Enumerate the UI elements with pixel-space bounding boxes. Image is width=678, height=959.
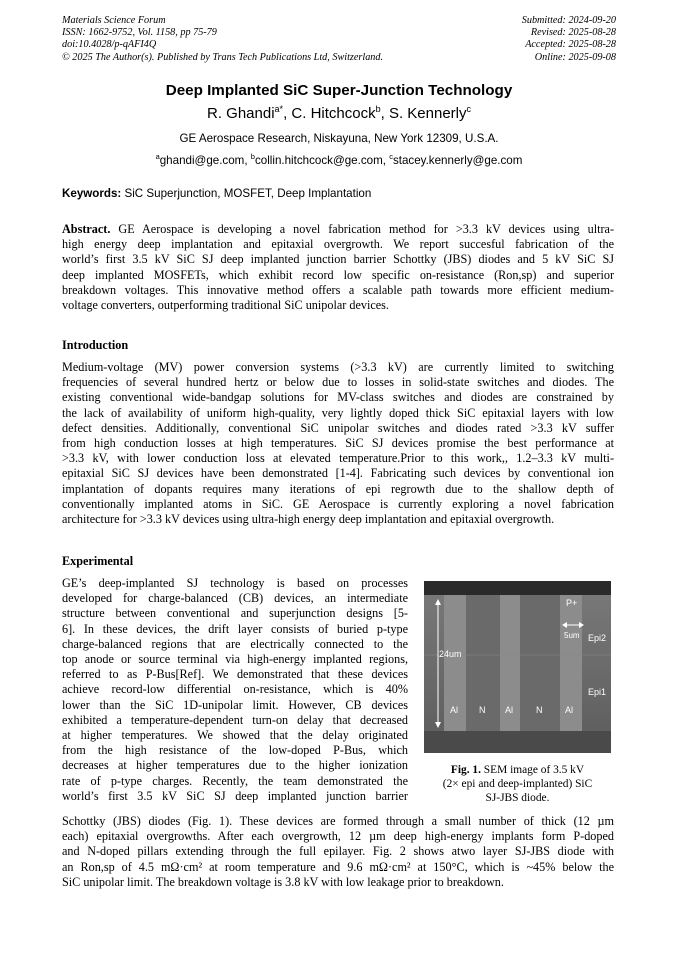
journal-name: Materials Science Forum: [62, 15, 166, 26]
email-2[interactable]: collin.hitchcock@ge.com: [254, 153, 383, 167]
label-pillar-n: N: [479, 705, 486, 715]
sem-image-graphic: [424, 581, 611, 753]
author-1: R. Ghandi: [207, 105, 275, 122]
paragraph-line: referred to as P-Bus[Ref]. We demonstrated that these devices: [62, 667, 408, 682]
affiliation: GE Aerospace Research, Niskayuna, New York 12309, U.S.A.: [179, 132, 499, 145]
email-1-mark: a: [155, 152, 160, 161]
revised-date: Revised: 2025-08-28: [530, 27, 616, 39]
submitted-date: Submitted: 2024-09-20: [521, 15, 616, 26]
paragraph-line: at higher temperatures. We showed that the delay originated: [62, 728, 408, 743]
paragraph-line: frequencies of several hundred hertz or below due to losses in solid-state switches and diodes. The: [62, 375, 614, 390]
copyright: © 2025 The Author(s). Published by Trans Tech Publications Ltd, Switzerland.: [62, 51, 384, 63]
paragraph-line: structure between conventional and superjunction designs [5-: [62, 606, 408, 621]
keywords: [62, 187, 371, 200]
doi: doi:10.4028/p-qAFI4Q: [62, 39, 157, 51]
label-pillar-n: N: [536, 705, 543, 715]
email-3-mark: c: [389, 152, 393, 161]
paragraph-line: each) epitaxial overgrowths. After each overgrowth, 12 µm deep high-energy implants form P-doped: [62, 829, 614, 844]
label-epi2: Epi2: [588, 633, 607, 643]
paragraph-line: charge-balanced regions that are electrically connected to the: [62, 636, 408, 651]
author-1-affil-mark: a*: [274, 104, 284, 114]
email-3[interactable]: stacey.kennerly@ge.com: [392, 153, 523, 167]
issn: ISSN: 1662-9752, Vol. 1158, pp 75-79: [62, 27, 217, 39]
paragraph-line: conventionally implanted atoms in SiC. GE Aerospace is currently exploring a novel fabrication: [62, 496, 614, 511]
label-depth: 24um: [439, 649, 462, 659]
paragraph-line: decreases at higher temperatures due to the higher ionization: [62, 758, 408, 773]
paragraph-line: >3.3 kV, with lower conduction loss at elevated temperature.Prior to this work,, 1.2–3.3 kV multi-: [62, 451, 614, 466]
paper-title: Deep Implanted SiC Super-Junction Technology: [165, 82, 513, 99]
email-separator: ,: [244, 153, 251, 167]
paragraph-line: exhibited a temperature-dependent turn-on delay that decreased: [62, 712, 408, 727]
abstract-line: high energy deep implantation and epitaxial overgrowth. We report succesful fabrication of the: [62, 237, 614, 252]
label-pillar-al: Al: [450, 705, 459, 715]
paragraph-line: achieve record-low differential on-resistance, which is 40%: [62, 682, 408, 697]
publication-dates: [522, 15, 616, 64]
paragraph-line: Schottky (JBS) diodes (Fig. 1). These devices are formed through a small number of thick (12 µm: [62, 814, 614, 828]
paragraph-line: world’s first 3.5 kV SiC SJ deep implanted junction barrier: [62, 788, 408, 803]
journal-info: [62, 15, 383, 64]
abstract-label: Abstract.: [62, 222, 111, 236]
paragraph-line: the lack of availability of uniform high-quality, very lightly doped thick SiC epitaxial layers with low: [62, 405, 614, 420]
experimental-text-full: [62, 814, 614, 890]
paragraph-line: Medium-voltage (MV) power conversion systems (>3.3 kV) are currently limited to switching: [62, 360, 614, 374]
abstract-line: breakdown voltages. This innovative method offers a scalable path towards more efficient medium-: [62, 282, 614, 297]
experimental-text-column: [62, 576, 408, 804]
abstract-line: [62, 222, 614, 237]
caption-line: (2× epi and deep-implanted) SiC: [442, 777, 593, 790]
paragraph-line: developed for charge-balanced (CB) devices, an intermediate: [62, 591, 408, 606]
paragraph-line: 6]. In these devices, the drift layer consists of buried p-type: [62, 621, 408, 636]
paragraph-line: from high conduction losses at high temperatures. SiC SJ devices promise the best performance at: [62, 436, 614, 451]
author-2-affil-mark: b: [375, 104, 381, 114]
label-epi1: Epi1: [588, 687, 607, 697]
label-width: 5um: [564, 631, 580, 640]
section-heading-experimental: Experimental: [62, 554, 134, 568]
label-pillar-al: Al: [565, 705, 574, 715]
paragraph-line: implantation of dopants requires many iterations of epi regrowth due to the shallow depth of: [62, 481, 614, 496]
paragraph-line: defect densities. Additionally, conventional SiC unipolar switches and diodes rated >3.3 kV suffer: [62, 420, 614, 435]
introduction-text: [62, 360, 614, 527]
keywords-label: Keywords:: [62, 187, 122, 200]
label-p-plus: P+: [566, 598, 578, 608]
abstract: [62, 222, 614, 313]
caption-line: SJ-JBS diode.: [485, 791, 550, 804]
paragraph-line: lower than the SiC 1D-unipolar limit. However, CB devices: [62, 697, 408, 712]
caption-text: SEM image of 3.5 kV: [480, 764, 585, 776]
email-2-mark: b: [250, 152, 255, 161]
figure-1-sem-image: [424, 581, 611, 753]
online-date: Online: 2025-09-08: [534, 51, 616, 63]
author-separator: ,: [283, 105, 292, 122]
author-3-affil-mark: c: [466, 104, 471, 114]
paragraph-line: epitaxial SiC SJ devices have been demonstrated [1-4]. Fabricating such devices by conventional ion: [62, 466, 614, 481]
abstract-line: world’s first 3.5 kV SiC SJ deep implanted junction barrier Schottky (JBS) diodes and 5 kV SiC SJ: [62, 252, 614, 267]
paragraph-line: architecture for >3.3 kV devices using ultra-high energy deep implantation and epitaxial overgrowth.: [62, 512, 555, 527]
paragraph-line: GE’s deep-implanted SJ technology is based on processes: [62, 576, 408, 590]
paragraph-line: from the high resistance of the low-doped P-Bus, which: [62, 743, 408, 758]
paragraph-line: an Ron,sp of 4.5 mΩ·cm² at room temperature and 9.6 mΩ·cm² at 150°C, which is ~45% below the: [62, 859, 614, 874]
paragraph-line: rate of p-type charges. Recently, the team demonstrated the: [62, 773, 408, 788]
author-list: [0, 104, 678, 122]
caption-line: [424, 764, 611, 778]
paragraph-line: top anode or source terminal via high-energy implanted regions,: [62, 652, 408, 667]
abstract-line: voltage converters, outperforming traditional SiC unipolar devices.: [62, 298, 389, 313]
author-separator: ,: [380, 105, 389, 122]
author-3: S. Kennerly: [388, 105, 467, 122]
paragraph-line: existing conventional wide-bandgap solutions for MV-class switches and diodes are constrained by: [62, 390, 614, 405]
paragraph-line: and N-doped pillars extending through the full epilayer. Fig. 2 shows atwo layer SJ-JBS diode with: [62, 844, 614, 859]
abstract-text: GE Aerospace is developing a novel fabrication method for >3.3 kV devices using ultra-: [110, 222, 614, 236]
keywords-text: SiC Superjunction, MOSFET, Deep Implantation: [121, 187, 372, 200]
accepted-date: Accepted: 2025-08-28: [525, 39, 616, 51]
email-separator: ,: [382, 153, 390, 167]
figure-1-caption: [424, 764, 611, 805]
author-2: C. Hitchcock: [291, 105, 376, 122]
abstract-line: deep implanted MOSFETs, which exhibit record low specific on-resistance (Ron,sp) and superior: [62, 267, 614, 282]
section-heading-introduction: Introduction: [62, 338, 129, 352]
label-pillar-al: Al: [505, 705, 514, 715]
email-list: [0, 152, 678, 167]
paragraph-line: SiC unipolar limit. The breakdown voltage is 3.8 kV with low leakage prior to breakdown.: [62, 874, 504, 889]
caption-label: Fig. 1.: [450, 764, 481, 776]
email-1[interactable]: ghandi@ge.com: [159, 153, 245, 167]
